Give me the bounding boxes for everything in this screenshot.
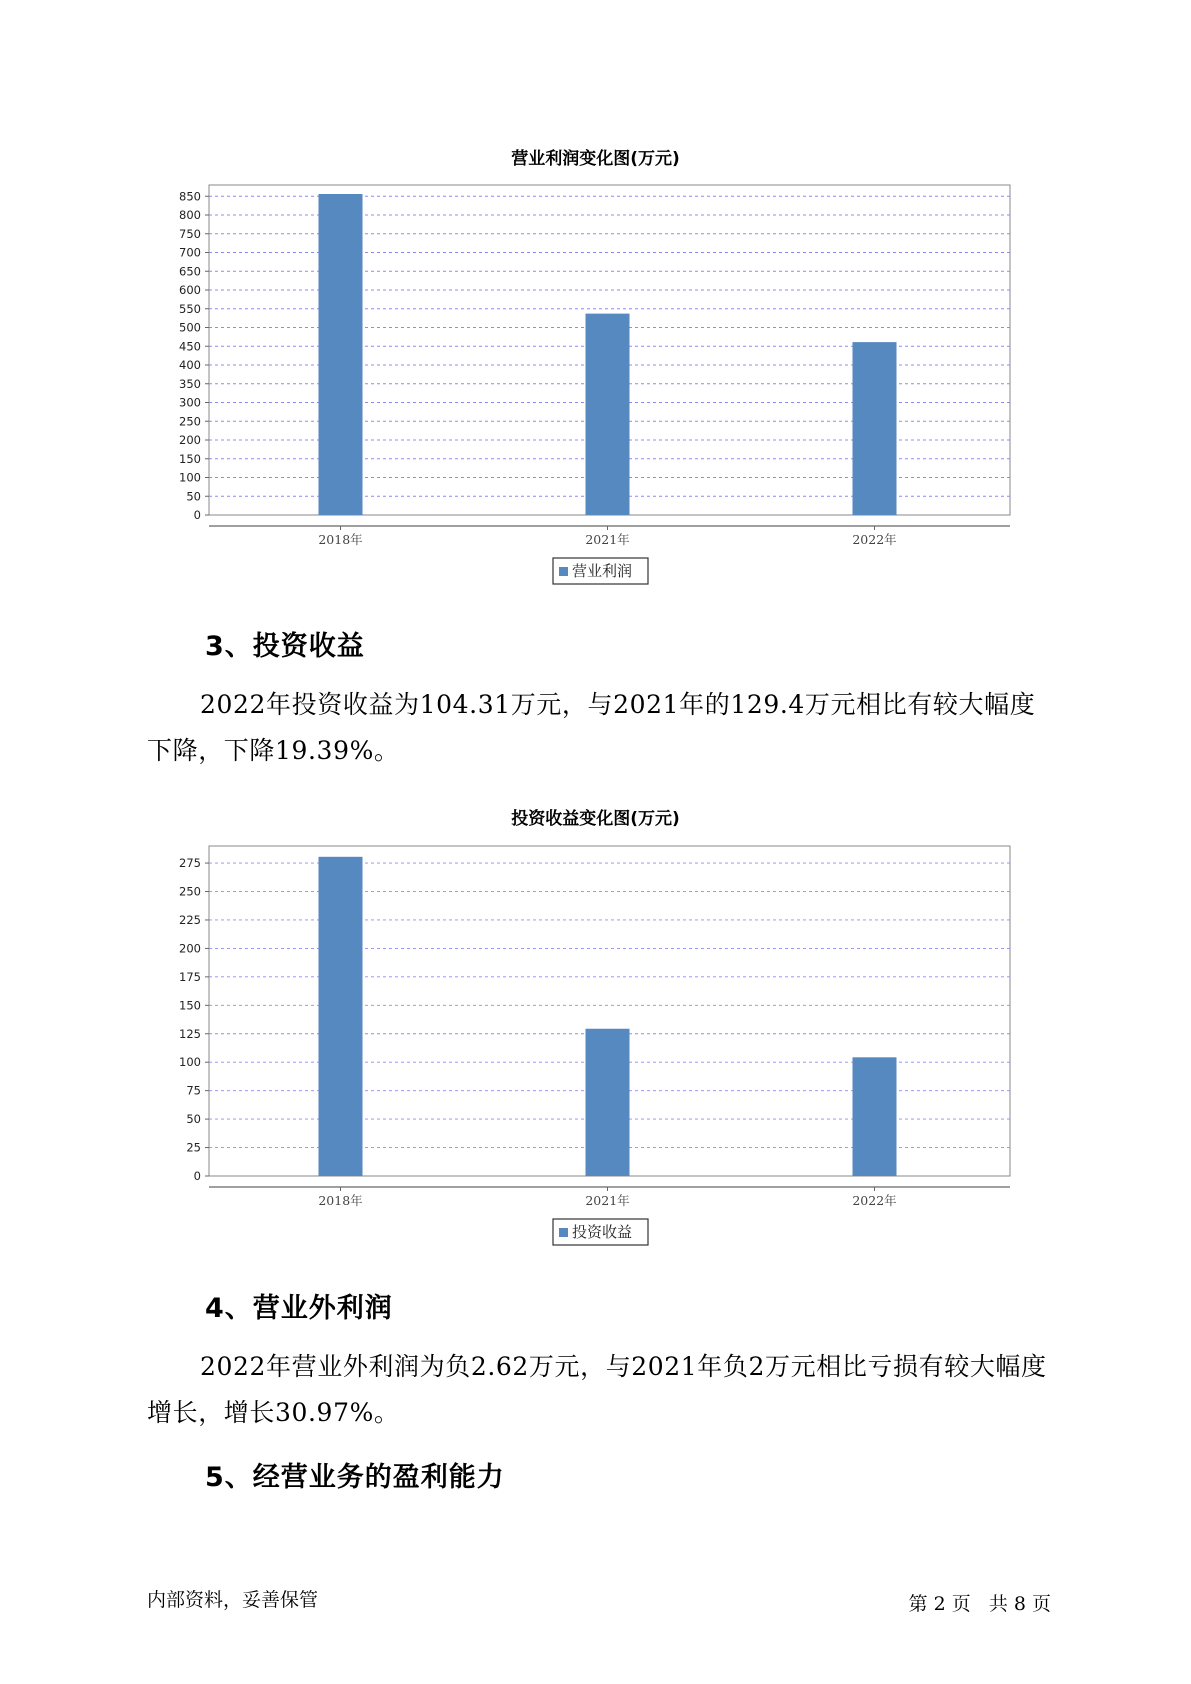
section-5-heading: 5、经营业务的盈利能力 — [205, 1462, 505, 1493]
y-tick-label: 50 — [186, 1112, 201, 1127]
legend — [553, 558, 648, 584]
legend — [553, 1219, 648, 1245]
section-3-heading: 3、投资收益 — [205, 631, 365, 662]
y-tick-label: 250 — [179, 884, 201, 899]
y-tick-label: 150 — [179, 998, 201, 1013]
bar-2022年 — [853, 342, 897, 515]
chart-title-operating-profit: 营业利润变化图(万元) — [511, 149, 680, 169]
y-tick-label: 275 — [179, 856, 201, 871]
y-tick-label: 500 — [179, 320, 201, 335]
y-tick-label: 250 — [179, 414, 201, 429]
legend-label: 投资收益 — [572, 1223, 633, 1241]
x-tick-label: 2021年 — [585, 1193, 630, 1208]
footer-confidential-note: 内部资料，妥善保管 — [147, 1589, 319, 1611]
y-tick-label: 300 — [179, 395, 201, 410]
y-tick-label: 50 — [186, 489, 201, 504]
footer-page-number: 第 2 页 共 8 页 — [908, 1593, 1051, 1615]
chart-title-investment-income: 投资收益变化图(万元) — [511, 809, 680, 829]
y-tick-label: 200 — [179, 941, 201, 956]
y-tick-label: 800 — [179, 208, 201, 222]
x-tick-label: 2018年 — [318, 1193, 363, 1208]
x-tick-label: 2018年 — [318, 532, 363, 547]
y-tick-label: 175 — [179, 969, 201, 984]
y-tick-label: 350 — [179, 376, 201, 391]
legend-swatch — [559, 1228, 568, 1237]
y-tick-label: 0 — [193, 1169, 201, 1183]
y-tick-label: 0 — [193, 508, 201, 522]
section-4-heading: 4、营业外利润 — [205, 1293, 393, 1324]
bar-2021年 — [586, 1029, 630, 1176]
y-tick-label: 750 — [179, 226, 201, 241]
y-tick-label: 75 — [186, 1083, 201, 1098]
x-tick-label: 2021年 — [585, 532, 630, 547]
y-tick-label: 150 — [179, 451, 201, 466]
y-tick-label: 125 — [179, 1026, 201, 1041]
y-tick-label: 600 — [179, 283, 201, 297]
bar-2022年 — [853, 1057, 897, 1176]
y-tick-label: 100 — [179, 1055, 201, 1070]
y-tick-label: 650 — [179, 264, 201, 279]
legend-swatch — [559, 567, 568, 576]
bar-2018年 — [319, 857, 363, 1176]
y-tick-label: 450 — [179, 339, 201, 354]
y-tick-label: 100 — [179, 470, 201, 485]
y-tick-label: 225 — [179, 912, 201, 927]
operating-profit-chart — [0, 170, 1191, 590]
bar-2018年 — [319, 194, 363, 515]
y-tick-label: 550 — [179, 301, 201, 316]
section-4-paragraph: 2022年营业外利润为负2.62万元，与2021年负2万元相比亏损有较大幅度增长，增长30.97%。 — [147, 1352, 1047, 1427]
bar-2021年 — [586, 314, 630, 515]
x-tick-label: 2022年 — [852, 532, 897, 547]
legend-label: 营业利润 — [572, 562, 633, 580]
y-tick-label: 400 — [179, 358, 201, 372]
investment-income-chart — [0, 831, 1191, 1251]
y-tick-label: 25 — [186, 1140, 201, 1155]
section-3-paragraph: 2022年投资收益为104.31万元，与2021年的129.4万元相比有较大幅度下降，下降19.39%。 — [147, 690, 1036, 765]
y-tick-label: 700 — [179, 245, 201, 260]
y-tick-label: 200 — [179, 433, 201, 447]
x-tick-label: 2022年 — [852, 1193, 897, 1208]
y-tick-label: 850 — [179, 189, 201, 204]
